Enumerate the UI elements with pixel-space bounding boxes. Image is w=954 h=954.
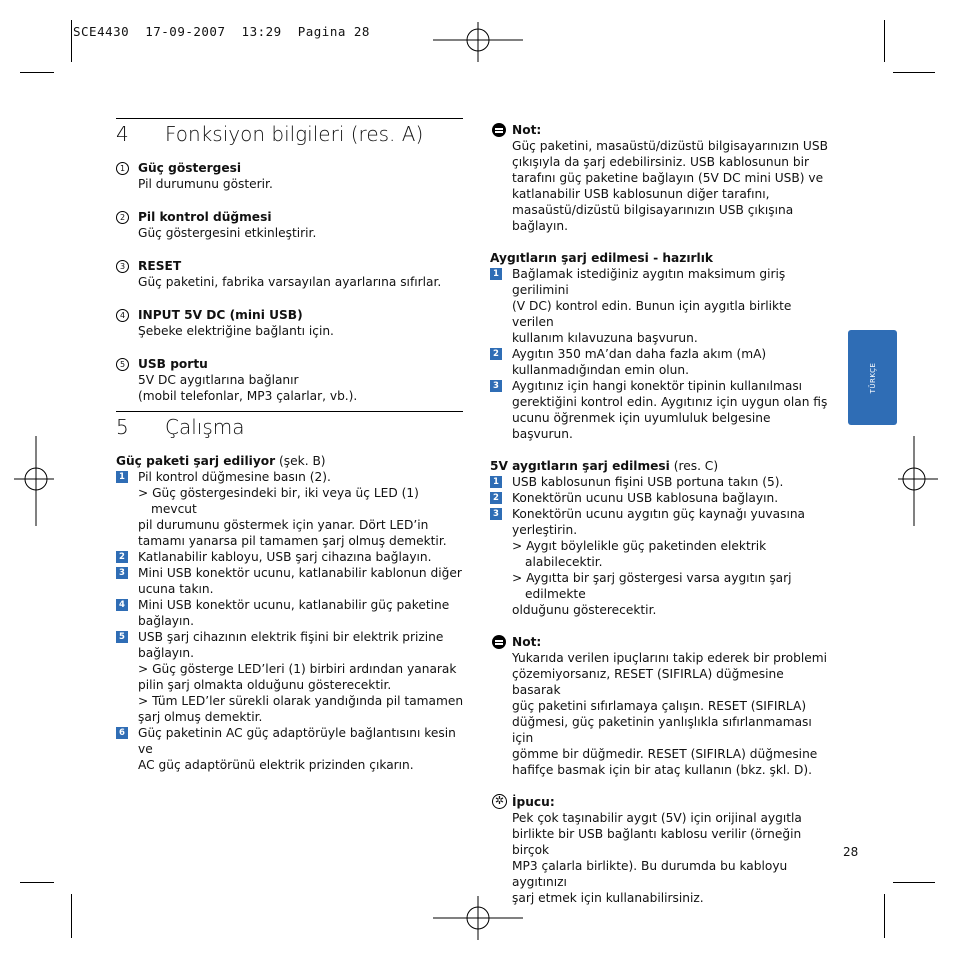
crop-mark — [893, 882, 935, 883]
section-rule — [116, 411, 463, 412]
step-item — [490, 474, 835, 490]
step-text: Mini USB konektör ucunu, katlanabilir kablonun diğer — [138, 566, 462, 580]
step-text: AC güç adaptörünü elektrik prizinden çıkarın. — [138, 758, 414, 772]
step-result — [138, 661, 466, 693]
step-text: Güç paketinin AC güç adaptörüyle bağlantısını kesin ve — [138, 726, 456, 756]
step-text: ucunu öğrenmek için uyumluluk belgesine başvurun. — [512, 411, 771, 441]
note-icon — [492, 635, 506, 649]
section-4-heading — [116, 122, 423, 146]
note-title: Not: — [512, 635, 542, 649]
registration-mark-right — [898, 436, 938, 526]
item-title: Güç göstergesi — [138, 161, 242, 175]
step-result-text: şarj olmuş demektir. — [138, 710, 263, 724]
step-result — [512, 570, 835, 618]
step-number: 2 — [490, 492, 502, 504]
body-text: Pek çok taşınabilir aygıt (5V) için orijinal aygıtla — [512, 811, 802, 825]
note-title: Not: — [512, 123, 542, 137]
body-text: gömme bir düğmedir. RESET (SIFIRLA) düğmesine — [512, 747, 818, 761]
function-list — [116, 160, 466, 421]
step-number: 2 — [116, 551, 128, 563]
item-text: Pil durumunu gösterir. — [138, 177, 273, 191]
step-result-text: tamamı yanarsa pil tamamen şarj olmuş demektir. — [138, 534, 447, 548]
step-result-text: pilin şarj olmakta olduğunu gösterecektir. — [138, 678, 392, 692]
body-text: güç paketini sıfırlamaya çalışın. RESET (SIFIRLA) — [512, 699, 807, 713]
item-number-circle: 3 — [116, 260, 129, 273]
step-item — [490, 506, 835, 618]
tip-title: İpucu: — [512, 795, 555, 809]
step-text: ucuna takın. — [138, 582, 214, 596]
step-text: Konektörün ucunu USB kablosuna bağlayın. — [512, 491, 779, 505]
function-item — [116, 356, 466, 404]
note-body — [490, 650, 835, 778]
item-text: 5V DC aygıtlarına bağlanır — [138, 373, 299, 387]
function-item — [116, 307, 466, 339]
print-header: SCE4430 17-09-2007 13:29 Pagina 28 — [73, 24, 370, 39]
step-number: 5 — [116, 631, 128, 643]
step-result-text: > Aygıt böylelikle güç paketinden elektrik alabilecektir. — [512, 539, 767, 569]
crop-mark — [893, 72, 935, 73]
step-item — [116, 629, 466, 725]
step-text: USB şarj cihazının elektrik fişini bir elektrik prizine — [138, 630, 444, 644]
body-text: Güç paketini, masaüstü/dizüstü bilgisayarınızın USB — [512, 139, 828, 153]
language-tab-label: TÜRKÇE — [868, 362, 877, 393]
step-number: 1 — [116, 471, 128, 483]
body-text: katlanabilir USB kablosunun diğer tarafını, — [512, 187, 770, 201]
step-text: Mini USB konektör ucunu, katlanabilir güç paketine — [138, 598, 450, 612]
step-result — [512, 538, 835, 570]
subheading-title: Güç paketi şarj ediliyor — [116, 454, 276, 468]
note-heading — [490, 122, 835, 138]
tip-icon: ✲ — [492, 794, 507, 809]
item-text: (mobil telefonlar, MP3 çalarlar, vb.). — [138, 389, 358, 403]
step-text: bağlayın. — [138, 646, 194, 660]
note-icon — [492, 123, 506, 137]
step-text: bağlayın. — [138, 614, 194, 628]
subheading-ref: (res. C) — [669, 459, 719, 473]
step-result-text: > Aygıtta bir şarj göstergesi varsa aygıtın şarj edilmekte — [512, 571, 792, 601]
note-body — [490, 138, 835, 234]
item-number-circle: 2 — [116, 211, 129, 224]
item-text: Güç paketini, fabrika varsayılan ayarlarına sıfırlar. — [138, 275, 442, 289]
note-heading — [490, 634, 835, 650]
step-number: 6 — [116, 727, 128, 739]
item-number-circle: 4 — [116, 309, 129, 322]
step-number: 4 — [116, 599, 128, 611]
step-text: yerleştirin. — [512, 523, 578, 537]
subheading — [116, 453, 466, 469]
step-number: 3 — [490, 380, 502, 392]
body-text: çözemiyorsanız, RESET (SIFIRLA) düğmesine basarak — [512, 667, 784, 697]
subheading-title: 5V aygıtların şarj edilmesi — [490, 459, 670, 473]
step-text: USB kablosunun fişini USB portuna takın (5). — [512, 475, 784, 489]
crop-mark — [20, 882, 54, 883]
step-item — [116, 597, 466, 629]
tip-heading — [490, 794, 835, 810]
step-number: 3 — [490, 508, 502, 520]
body-text: çıkışıyla da şarj edebilirsiniz. USB kablosunun bir — [512, 155, 810, 169]
section-5-number: 5 — [116, 415, 129, 439]
body-text: düğmesi, güç paketinin yanlışlıkla sıfırlanmaması için — [512, 715, 812, 745]
right-column — [490, 122, 835, 906]
step-item — [490, 266, 835, 346]
step-item — [116, 565, 466, 597]
step-result-text: > Güç gösterge LED’leri (1) birbiri ardından yanarak — [138, 662, 457, 676]
item-title: USB portu — [138, 357, 208, 371]
item-text: Şebeke elektriğine bağlantı için. — [138, 324, 334, 338]
step-number: 3 — [116, 567, 128, 579]
crop-mark — [884, 894, 885, 938]
step-list — [116, 469, 466, 773]
registration-mark-left — [14, 436, 54, 526]
crop-mark — [71, 20, 72, 62]
step-list — [490, 474, 835, 618]
item-text: Güç göstergesini etkinleştirir. — [138, 226, 317, 240]
step-text: Konektörün ucunu aygıtın güç kaynağı yuvasına — [512, 507, 806, 521]
body-text: şarj etmek için kullanabilirsiniz. — [512, 891, 704, 905]
page-number: 28 — [843, 845, 859, 859]
step-result — [138, 485, 466, 549]
section-4-number: 4 — [116, 122, 129, 146]
body-text: masaüstü/dizüstü bilgisayarınızın USB çıkışına bağlayın. — [512, 203, 794, 233]
step-item — [490, 346, 835, 378]
crop-mark — [71, 894, 72, 938]
section-5-heading — [116, 415, 245, 439]
function-item — [116, 209, 466, 241]
step-text: Aygıtınız için hangi konektör tipinin kullanılması — [512, 379, 803, 393]
step-text: kullanım kılavuzuna başvurun. — [512, 331, 698, 345]
step-result — [138, 693, 466, 725]
operation-block — [116, 453, 466, 773]
subheading-ref: (şek. B) — [275, 454, 326, 468]
language-tab — [848, 330, 897, 425]
step-item — [490, 378, 835, 442]
body-text: hafifçe basmak için bir ataç kullanın (bkz. şkl. D). — [512, 763, 813, 777]
step-text: Aygıtın 350 mA’dan daha fazla akım (mA) — [512, 347, 767, 361]
crop-mark — [884, 20, 885, 62]
crop-mark — [20, 72, 54, 73]
item-number-circle: 5 — [116, 358, 129, 371]
step-number: 2 — [490, 348, 502, 360]
step-item — [490, 490, 835, 506]
step-item — [116, 725, 466, 773]
body-text: MP3 çalarla birlikte). Bu durumda bu kabloyu aygıtınızı — [512, 859, 788, 889]
step-text: Katlanabilir kabloyu, USB şarj cihazına bağlayın. — [138, 550, 432, 564]
step-text: gerektiğini kontrol edin. Aygıtınız için uygun olan fiş — [512, 395, 828, 409]
body-text: tarafını güç paketine bağlayın (5V DC mini USB) ve — [512, 171, 824, 185]
section-4-title: Fonksiyon bilgileri (res. A) — [165, 122, 424, 146]
function-item — [116, 258, 466, 290]
step-result-text: olduğunu gösterecektir. — [512, 603, 657, 617]
item-title: Pil kontrol düğmesi — [138, 210, 272, 224]
subheading — [490, 458, 835, 474]
item-number-circle: 1 — [116, 162, 129, 175]
step-text: (V DC) kontrol edin. Bunun için aygıtla birlikte verilen — [512, 299, 792, 329]
step-number: 1 — [490, 268, 502, 280]
registration-mark-top — [433, 22, 523, 62]
step-item — [116, 549, 466, 565]
step-item — [116, 469, 466, 549]
step-result-text: > Güç göstergesindeki bir, iki veya üç LED (1) mevcut — [138, 486, 419, 516]
step-text: Bağlamak istediğiniz aygıtın maksimum giriş gerilimini — [512, 267, 786, 297]
item-title: INPUT 5V DC (mini USB) — [138, 308, 303, 322]
function-item — [116, 160, 466, 192]
tip-body — [490, 810, 835, 906]
step-result-text: pil durumunu göstermek için yanar. Dört LED’in — [138, 518, 429, 532]
step-text: Pil kontrol düğmesine basın (2). — [138, 470, 331, 484]
step-number: 1 — [490, 476, 502, 488]
body-text: birlikte bir USB bağlantı kablosu verilir (örneğin birçok — [512, 827, 802, 857]
subheading: Aygıtların şarj edilmesi - hazırlık — [490, 251, 714, 265]
section-rule — [116, 118, 463, 119]
step-text: kullanmadığından emin olun. — [512, 363, 690, 377]
section-5-title: Çalışma — [165, 415, 245, 439]
step-list — [490, 266, 835, 442]
item-title: RESET — [138, 259, 182, 273]
body-text: Yukarıda verilen ipuçlarını takip ederek bir problemi — [512, 651, 827, 665]
step-result-text: > Tüm LED’ler sürekli olarak yandığında pil tamamen — [138, 694, 464, 708]
